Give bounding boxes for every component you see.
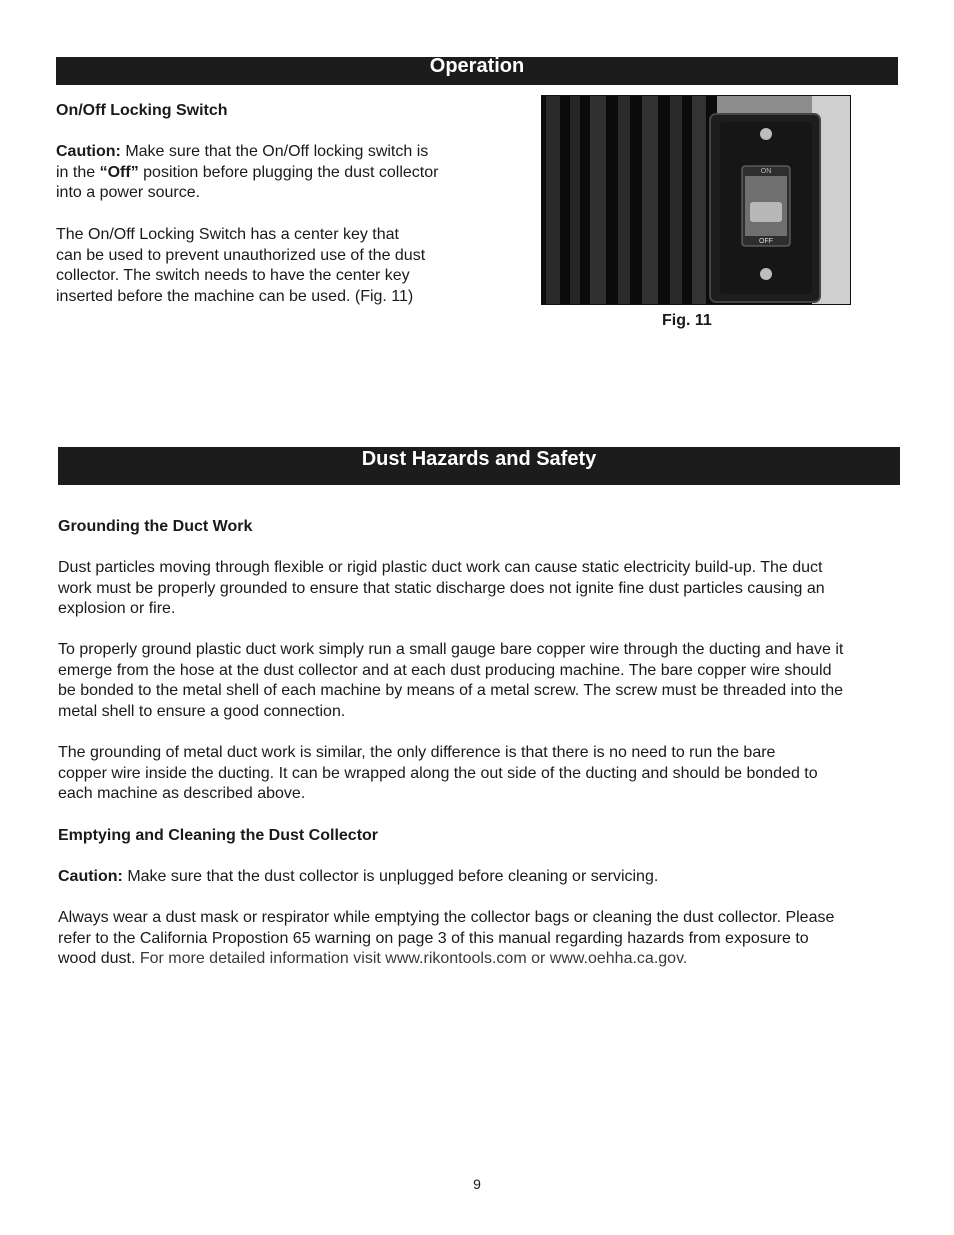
- caution-label: Caution:: [58, 868, 123, 885]
- key-paragraph: [56, 225, 516, 307]
- key-line: collector. The switch needs to have the center key: [56, 267, 410, 285]
- switch-heading: On/Off Locking Switch: [56, 102, 228, 119]
- emptying-caution: [58, 867, 908, 888]
- caution-label: Caution:: [56, 143, 121, 160]
- caution-text-1: Make sure that the On/Off locking switch is: [120, 143, 429, 160]
- figure-caption: Fig. 11: [662, 312, 712, 329]
- key-line: inserted before the machine can be used. (Fig. 11): [56, 287, 414, 305]
- grounding-paragraph-1: [58, 558, 908, 620]
- paragraph-line: copper wire inside the ducting. It can be wrapped along the out side of the ducting and should be bonded to: [58, 764, 818, 782]
- grounding-paragraph-2: [58, 640, 908, 722]
- paragraph-line: The grounding of metal duct work is similar, the only difference is that there is no need to run the bare: [58, 744, 776, 761]
- switch-on-label: ON: [760, 168, 772, 175]
- paragraph-line: metal shell to ensure a good connection.: [58, 702, 346, 720]
- key-line: The On/Off Locking Switch has a center key that: [56, 226, 399, 243]
- caution-off: “Off”: [99, 163, 139, 181]
- section-header-dust-hazards: [58, 447, 900, 485]
- section-header-operation: [56, 57, 898, 85]
- info-link-text: For more detailed information visit www.rikontools.com or www.oehha.ca.gov.: [135, 950, 688, 968]
- grounding-paragraph-3: [58, 743, 908, 805]
- caution-text-4: into a power source.: [56, 184, 201, 202]
- grounding-heading: Grounding the Duct Work: [58, 518, 253, 535]
- paragraph-line: Dust particles moving through flexible or rigid plastic duct work can cause static electricity build-up. The duct: [58, 559, 823, 576]
- switch-photo: [541, 95, 851, 305]
- section-header-dust-text: Dust Hazards and Safety: [361, 448, 597, 470]
- caution-text-3: position before plugging the dust collector: [138, 163, 439, 181]
- paragraph-line: To properly ground plastic duct work simply run a small gauge bare copper wire through the ducting and have it: [58, 641, 844, 658]
- paragraph-line: Always wear a dust mask or respirator while emptying the collector bags or cleaning the dust collector. Please: [58, 909, 835, 926]
- emptying-heading: Emptying and Cleaning the Dust Collector: [58, 827, 379, 844]
- switch-caution-paragraph: [56, 142, 516, 204]
- paragraph-line-start: wood dust.: [58, 950, 136, 968]
- paragraph-line: work must be properly grounded to ensure that static discharge does not ignite fine dust particles causing an: [58, 579, 825, 597]
- paragraph-line: be bonded to the metal shell of each machine by means of a metal screw. The screw must be threaded into the: [58, 682, 844, 700]
- section-header-operation-text: Operation: [429, 55, 525, 77]
- emptying-paragraph: [58, 908, 908, 970]
- paragraph-line: explosion or fire.: [58, 600, 176, 618]
- paragraph-line: emerge from the hose at the dust collector and at each dust producing machine. The bare copper wire should: [58, 661, 832, 679]
- paragraph-line: each machine as described above.: [58, 785, 306, 803]
- paragraph-line: refer to the California Propostion 65 warning on page 3 of this manual regarding hazards from exposure to: [58, 929, 809, 947]
- caution-text: Make sure that the dust collector is unplugged before cleaning or servicing.: [122, 868, 659, 885]
- switch-photo-illustration: [542, 96, 851, 305]
- caution-text-2: in the: [56, 163, 100, 181]
- key-line: can be used to prevent unauthorized use of the dust: [56, 246, 426, 264]
- switch-off-label: OFF: [759, 238, 773, 245]
- page-number: 9: [473, 1176, 481, 1192]
